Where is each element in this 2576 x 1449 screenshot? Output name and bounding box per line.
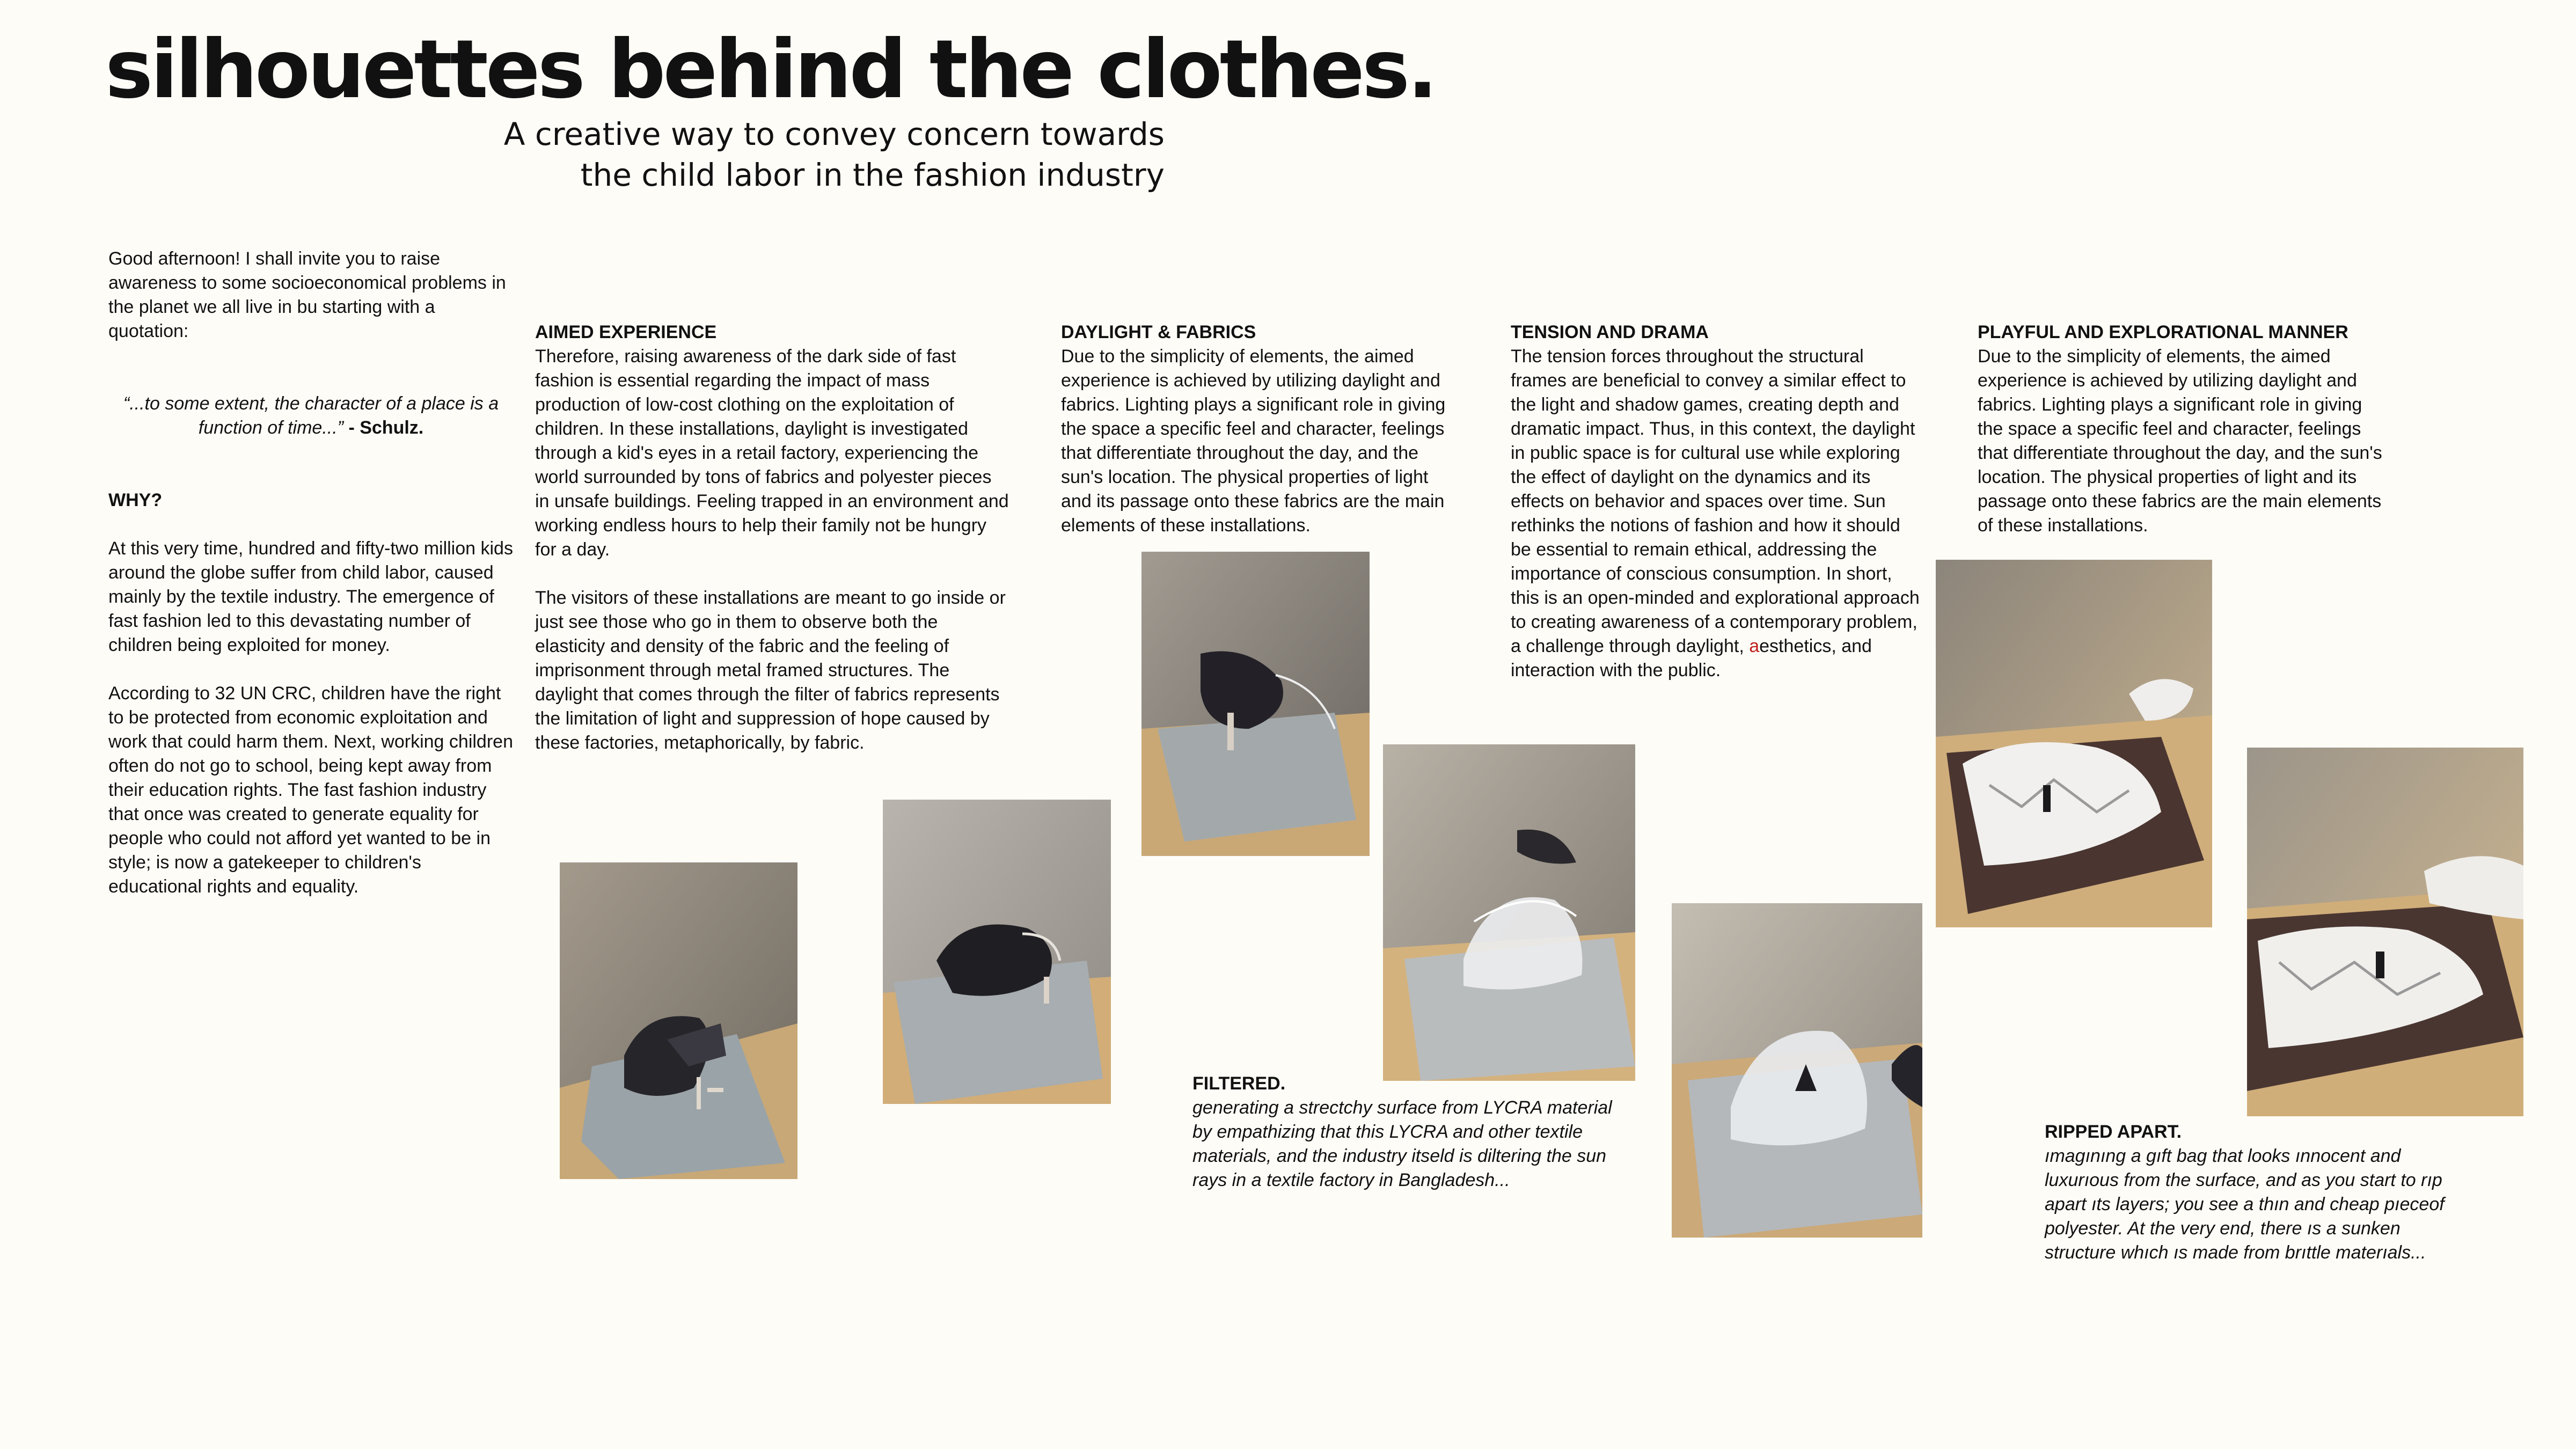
tension-drama-section — [1511, 320, 1924, 683]
why-paragraph-1: At this very time, hundred and fifty-two million kids around the globe suffer from child labor, caused mainly by the textile industry. The emergence of fast fashion led to this devastating number of children being exploited for money. — [108, 538, 513, 655]
tension-drama-highlight-letter: a — [1749, 636, 1760, 656]
installation-photo-dark-fabric-3 — [1141, 552, 1370, 856]
playful-heading: PLAYFUL AND EXPLORATIONAL MANNER — [1978, 322, 2348, 342]
installation-photo-white-fabric-2 — [1672, 903, 1922, 1238]
ripped-apart-heading: RIPPED APART. — [2045, 1122, 2182, 1142]
why-paragraph-2: According to 32 UN CRC, children have the right to be protected from economic exploitation and work that could harm them. Next, working children often do not go to school, being kept away from their education rights. The fast fashion industry that once was created to generate equality for people who could not afford yet wanted to be in style; is now a gatekeeper to children's educational rights and equality. — [108, 683, 513, 897]
why-heading: WHY? — [108, 490, 163, 510]
page-title: silhouettes behind the clothes. — [105, 23, 1436, 116]
intro-text: Good afternoon! I shall invite you to raise awareness to some socioeconomical problems in the planet we all live in bu starting with a quotation: — [108, 248, 506, 341]
aimed-experience-heading: AIMED EXPERIENCE — [535, 322, 717, 342]
playful-body: Due to the simplicity of elements, the aimed experience is achieved by utilizing daylight and fabrics. Lighting plays a significant role in giving the space a specific feel and character, feelings that differentiate throughout the day, and the sun's location. The physical properties of light and its passage onto these fabrics are the main elements of these installations. — [1978, 346, 2382, 536]
tension-drama-heading: TENSION AND DRAMA — [1511, 322, 1709, 342]
quote-text: “...to some extent, the character of a place is a function of time...” — [123, 393, 499, 438]
subtitle — [483, 114, 1165, 195]
tension-drama-body — [1511, 345, 1924, 683]
daylight-fabrics-heading: DAYLIGHT & FABRICS — [1061, 322, 1256, 342]
tension-drama-text: The tension forces throughout the structural frames are beneficial to convey a similar effect to the light and shadow games, creating depth and dramatic impact. Thus, in this context, the daylight in public space is for cultural use while exploring the effect of daylight on the dynamics and its effects on behavior and spaces over time. Sun rethinks the notions of fashion and how it should be essential to remain ethical, addressing the importance of conscious consumption. In short, this is an open-minded and explorational approach to creating awareness of a contemporary problem, a challenge through daylight, — [1511, 346, 1920, 656]
aimed-experience-section — [535, 320, 1010, 755]
installation-photo-dark-fabric-2 — [883, 800, 1111, 1104]
filtered-body: generating a strectchy surface from LYCRA material by empathizing that this LYCRA and other textile materials, and the industry itseld is diltering the sun rays in a textile factory in Bangladesh... — [1192, 1097, 1612, 1190]
quote-author: - Schulz. — [343, 418, 424, 438]
installation-photo-dark-fabric-1 — [560, 862, 797, 1179]
ripped-apart-caption — [2045, 1120, 2463, 1265]
daylight-fabrics-section — [1061, 320, 1458, 538]
aimed-experience-paragraph-2: The visitors of these installations are meant to go inside or just see those who go in them to observe both the elasticity and density of the fabric and the feeling of imprisonment through metal framed structures. The daylight that comes through the filter of fabrics represents the limitation of light and suppression of hope caused by these factories, metaphorically, by fabric. — [535, 588, 1006, 753]
filtered-caption — [1192, 1072, 1616, 1192]
filtered-heading: FILTERED. — [1192, 1073, 1286, 1094]
intro-quote — [108, 392, 514, 440]
subtitle-line-2: the child labor in the fashion industry — [580, 157, 1165, 193]
installation-photo-ripped-bag-1 — [1936, 560, 2212, 927]
subtitle-line-1: A creative way to convey concern towards — [503, 116, 1165, 152]
daylight-fabrics-body: Due to the simplicity of elements, the aimed experience is achieved by utilizing daylight and fabrics. Lighting plays a significant role in giving the space a specific feel and character, feelings that differentiate throughout the day, and the sun's location. The physical properties of light and its passage onto these fabrics are the main elements of these installations. — [1061, 346, 1446, 536]
playful-section — [1978, 320, 2385, 538]
aimed-experience-paragraph-1: Therefore, raising awareness of the dark side of fast fashion is essential regarding the impact of mass production of low-cost clothing on the exploitation of children. In these installations, daylight is investigated through a kid's eyes in a retail factory, experiencing the world surrounded by tons of fabrics and polyester pieces in unsafe buildings. Feeling trapped in an environment and working endless hours to help their family not be hungry for a day. — [535, 346, 1009, 560]
installation-photo-ripped-bag-2 — [2247, 748, 2523, 1116]
installation-photo-white-fabric-1 — [1383, 744, 1635, 1081]
ripped-apart-body: ımagınıng a gıft bag that looks ınnocent and luxurıous from the surface, and as you start to rıp apart ıts layers; you see a thın and cheap pıeceof polyester. At the very end, there ıs a sunken structure whıch ıs made from brıttle materıals... — [2045, 1146, 2445, 1263]
tension-drama-text-end: esthetics, and interaction with the public. — [1511, 636, 1872, 680]
intro-section — [108, 247, 514, 899]
